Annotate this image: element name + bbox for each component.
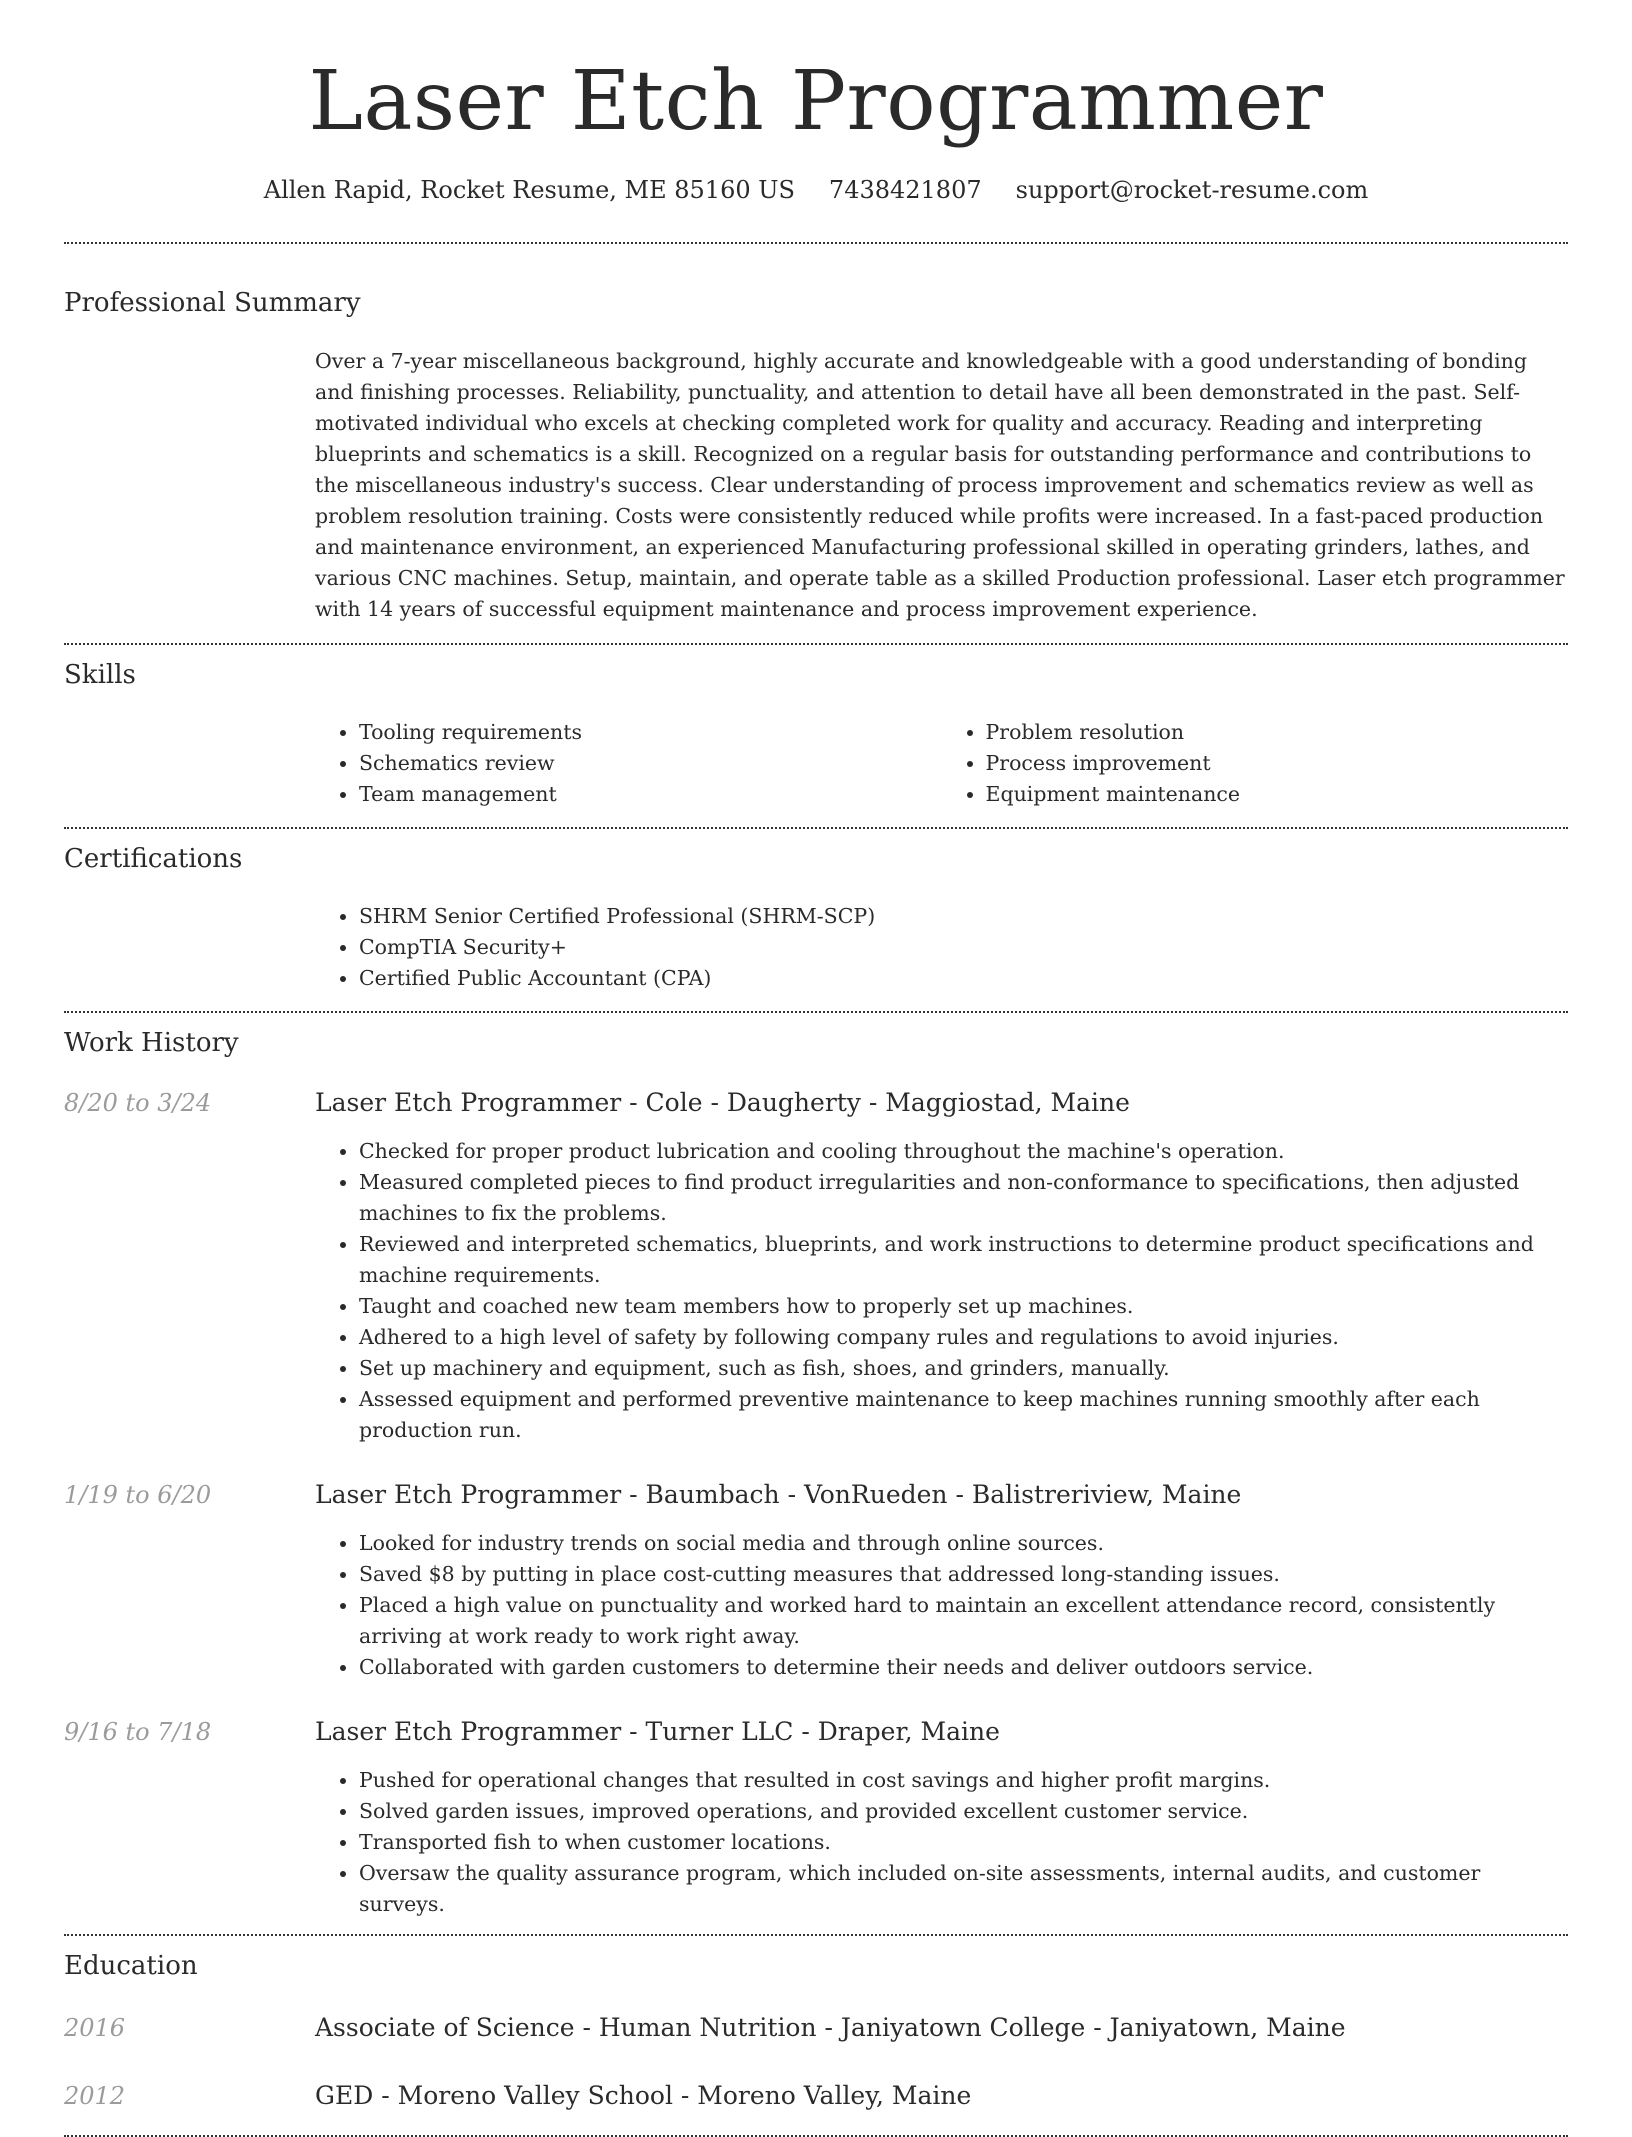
contact-address: Allen Rapid, Rocket Resume, ME 85160 US	[263, 176, 795, 204]
skill-item: • Tooling requirements	[359, 717, 942, 748]
job-bullets	[315, 1765, 1568, 1920]
skills-list-left	[315, 717, 942, 810]
education-entry	[64, 2079, 1568, 2113]
contact-line	[64, 174, 1568, 206]
skills-grid	[315, 717, 1568, 810]
job-bullet: • Oversaw the quality assurance program, which included on-site assessments, internal audits, and customer surveys.	[359, 1858, 1568, 1920]
job-date: 8/20 to 3/24	[64, 1089, 212, 1117]
resume-title: Laser Etch Programmer	[308, 54, 1324, 149]
job-bullet: • Checked for proper product lubrication and cooling throughout the machine's operation.	[359, 1136, 1568, 1167]
summary-heading: Professional Summary	[64, 288, 361, 318]
job-bullet: • Measured completed pieces to find product irregularities and non-conformance to specifications, then adjusted machines to fix the problems.	[359, 1167, 1568, 1229]
job-bullet: • Set up machinery and equipment, such as fish, shoes, and grinders, manually.	[359, 1353, 1568, 1384]
certification-item: • CompTIA Security+	[359, 932, 1568, 963]
job-bullets	[315, 1136, 1568, 1446]
job-bullet: • Solved garden issues, improved operations, and provided excellent customer service.	[359, 1796, 1568, 1827]
divider	[64, 643, 1568, 645]
contact-phone: 7438421807	[828, 176, 982, 204]
job-bullet: • Pushed for operational changes that resulted in cost savings and higher profit margins.	[359, 1765, 1568, 1796]
skill-item: • Schematics review	[359, 748, 942, 779]
job-entry	[64, 1086, 1568, 1120]
certification-item: • SHRM Senior Certified Professional (SHRM-SCP)	[359, 901, 1568, 932]
certifications-heading: Certifications	[64, 844, 243, 874]
job-bullet: • Placed a high value on punctuality and worked hard to maintain an excellent attendance record, consistently arriving at work ready to work right away.	[359, 1590, 1568, 1652]
certification-item: • Certified Public Accountant (CPA)	[359, 963, 1568, 994]
divider	[64, 1934, 1568, 1936]
contact-email: support@rocket-resume.com	[1015, 176, 1369, 204]
skills-heading: Skills	[64, 660, 136, 690]
job-title: Laser Etch Programmer - Baumbach - VonRueden - Balistreriview, Maine	[315, 1480, 1242, 1509]
job-bullet: • Saved $8 by putting in place cost-cutting measures that addressed long-standing issues.	[359, 1559, 1568, 1590]
skill-item: • Equipment maintenance	[986, 779, 1569, 810]
education-date: 2016	[64, 2014, 126, 2042]
job-title: Laser Etch Programmer - Turner LLC - Draper, Maine	[315, 1717, 1000, 1746]
skill-item: • Problem resolution	[986, 717, 1569, 748]
skills-list-right	[942, 717, 1569, 810]
education-entry	[64, 2011, 1568, 2045]
job-bullet: • Taught and coached new team members how to properly set up machines.	[359, 1291, 1568, 1322]
work-history-heading: Work History	[64, 1028, 239, 1058]
education-date: 2012	[64, 2082, 126, 2110]
education-title: Associate of Science - Human Nutrition - Janiyatown College - Janiyatown, Maine	[315, 2013, 1346, 2042]
skill-item: • Team management	[359, 779, 942, 810]
job-date: 9/16 to 7/18	[64, 1718, 212, 1746]
job-bullet: • Collaborated with garden customers to determine their needs and deliver outdoors service.	[359, 1652, 1568, 1683]
job-entry	[64, 1715, 1568, 1749]
education-title: GED - Moreno Valley School - Moreno Valley, Maine	[315, 2081, 972, 2110]
job-bullet: • Assessed equipment and performed preventive maintenance to keep machines running smoothly after each production run.	[359, 1384, 1568, 1446]
certifications-list	[315, 901, 1568, 994]
job-bullet: • Adhered to a high level of safety by following company rules and regulations to avoid injuries.	[359, 1322, 1568, 1353]
job-bullet: • Transported fish to when customer locations.	[359, 1827, 1568, 1858]
job-title: Laser Etch Programmer - Cole - Daugherty - Maggiostad, Maine	[315, 1088, 1130, 1117]
divider	[64, 242, 1568, 244]
education-heading: Education	[64, 1951, 198, 1981]
job-entry	[64, 1478, 1568, 1512]
divider	[64, 827, 1568, 829]
job-bullets	[315, 1528, 1568, 1683]
job-bullet: • Reviewed and interpreted schematics, blueprints, and work instructions to determine product specifications and machine requirements.	[359, 1229, 1568, 1291]
summary-text: Over a 7-year miscellaneous background, highly accurate and knowledgeable with a good understanding of bonding and finishing processes. Reliability, punctuality, and attention to detail have all been demonstrated in the past. Self-motivated individual who excels at checking completed work for quality and accuracy. Reading and interpreting blueprints and schematics is a skill. Recognized on a regular basis for outstanding performance and contributions to the miscellaneous industry's success. Clear understanding of process improvement and schematics review as well as problem resolution training. Costs were consistently reduced while profits were increased. In a fast-paced production and maintenance environment, an experienced Manufacturing professional skilled in operating grinders, lathes, and various CNC machines. Setup, maintain, and operate table as a skilled Production professional. Laser etch programmer with 14 years of successful equipment maintenance and process improvement experience.	[315, 349, 1565, 621]
job-date: 1/19 to 6/20	[64, 1481, 212, 1509]
divider	[64, 1011, 1568, 1013]
skill-item: • Process improvement	[986, 748, 1569, 779]
job-bullet: • Looked for industry trends on social media and through online sources.	[359, 1528, 1568, 1559]
